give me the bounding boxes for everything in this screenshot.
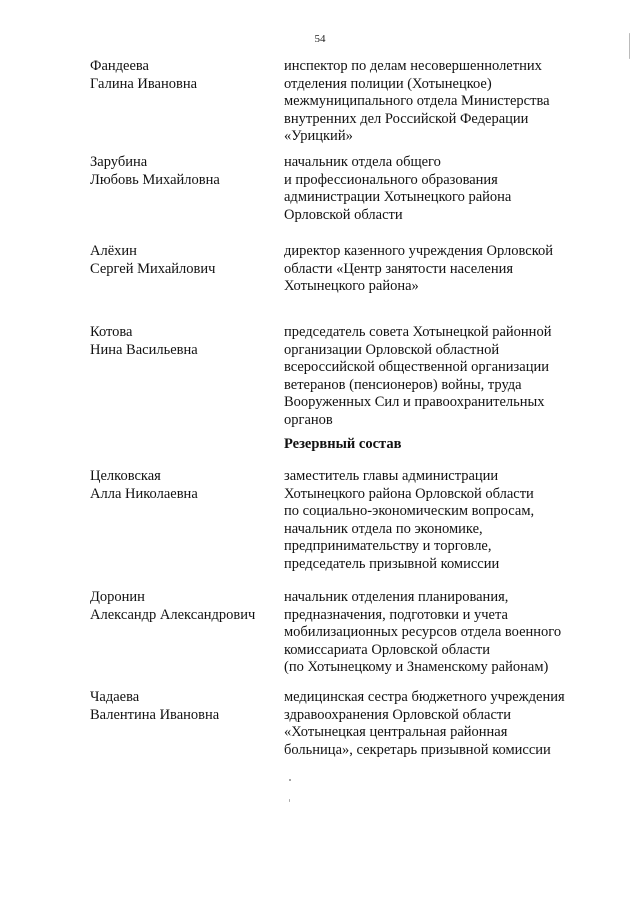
member-name xyxy=(90,324,280,359)
role-line: председатель призывной комиссии xyxy=(284,555,500,572)
member-given-names: Галина Ивановна xyxy=(90,75,198,92)
member-name xyxy=(90,58,280,93)
member-surname: Чадаева xyxy=(90,689,140,705)
member-surname: Зарубина xyxy=(90,154,148,170)
member-surname: Фандеева xyxy=(90,58,149,74)
role-line: Вооруженных Сил и правоохранительных xyxy=(284,394,545,410)
member-name xyxy=(90,589,280,624)
role-line: «Урицкий» xyxy=(284,128,353,144)
role-line: начальник отдела общего xyxy=(284,154,441,170)
role-line: межмуниципального отдела Министерства xyxy=(284,93,550,109)
role-line: органов xyxy=(284,411,333,428)
role-line: предпринимательству и торговле, xyxy=(284,538,492,554)
member-role xyxy=(284,58,604,146)
member-role xyxy=(284,589,604,677)
role-line: внутренних дел Российской Федерации xyxy=(284,110,529,127)
scan-speck xyxy=(289,799,290,802)
role-line: начальник отдела по экономике, xyxy=(284,520,483,537)
member-role xyxy=(284,468,604,573)
member-given-names: Александр Александрович xyxy=(90,606,256,623)
role-line: комиссариата Орловской области xyxy=(284,641,490,658)
role-line: начальник отделения планирования, xyxy=(284,589,509,605)
role-line: отделения полиции (Хотынецкое) xyxy=(284,75,492,92)
role-line: (по Хотынецкому и Знаменскому районам) xyxy=(284,659,549,675)
role-line: председатель совета Хотынецкой районной xyxy=(284,324,552,340)
role-line: Хотынецкого района» xyxy=(284,278,419,294)
member-surname: Алёхин xyxy=(90,243,137,259)
role-line: администрации Хотынецкого района xyxy=(284,189,512,205)
role-line: медицинская сестра бюджетного учреждения xyxy=(284,689,565,705)
scan-speck xyxy=(289,779,291,781)
role-line: предназначения, подготовки и учета xyxy=(284,606,508,623)
role-line: «Хотынецкая центральная районная xyxy=(284,724,508,740)
member-role xyxy=(284,689,604,759)
member-surname: Доронин xyxy=(90,589,145,605)
role-line: Хотынецкого района Орловской области xyxy=(284,485,534,502)
role-line: организации Орловской областной xyxy=(284,341,500,358)
role-line: по социально-экономическим вопросам, xyxy=(284,503,535,519)
role-line: заместитель главы администрации xyxy=(284,468,499,484)
member-surname: Целковская xyxy=(90,468,161,484)
role-line: области «Центр занятости населения xyxy=(284,260,514,277)
scan-speck xyxy=(629,33,630,59)
role-line: здравоохранения Орловской области xyxy=(284,706,511,723)
role-line: и профессионального образования xyxy=(284,171,498,188)
role-line: Орловской области xyxy=(284,206,403,223)
member-name xyxy=(90,154,280,189)
member-surname: Котова xyxy=(90,324,133,340)
member-name xyxy=(90,243,280,278)
role-line: больница», секретарь призывной комиссии xyxy=(284,741,551,758)
role-line: мобилизационных ресурсов отдела военного xyxy=(284,624,562,640)
role-line: ветеранов (пенсионеров) войны, труда xyxy=(284,376,522,393)
member-given-names: Нина Васильевна xyxy=(90,341,198,358)
role-line: всероссийской общественной организации xyxy=(284,359,550,375)
page-number: 54 xyxy=(314,33,326,45)
role-line: инспектор по делам несовершеннолетних xyxy=(284,58,542,74)
member-given-names: Сергей Михайлович xyxy=(90,260,216,277)
member-given-names: Алла Николаевна xyxy=(90,485,198,502)
member-name xyxy=(90,689,280,724)
member-name xyxy=(90,468,280,503)
member-given-names: Валентина Ивановна xyxy=(90,706,220,723)
reserve-section-heading: Резервный состав xyxy=(284,436,402,452)
role-line: директор казенного учреждения Орловской xyxy=(284,243,554,259)
member-role xyxy=(284,154,604,224)
member-role xyxy=(284,324,604,429)
member-given-names: Любовь Михайловна xyxy=(90,171,220,188)
member-role xyxy=(284,243,604,296)
